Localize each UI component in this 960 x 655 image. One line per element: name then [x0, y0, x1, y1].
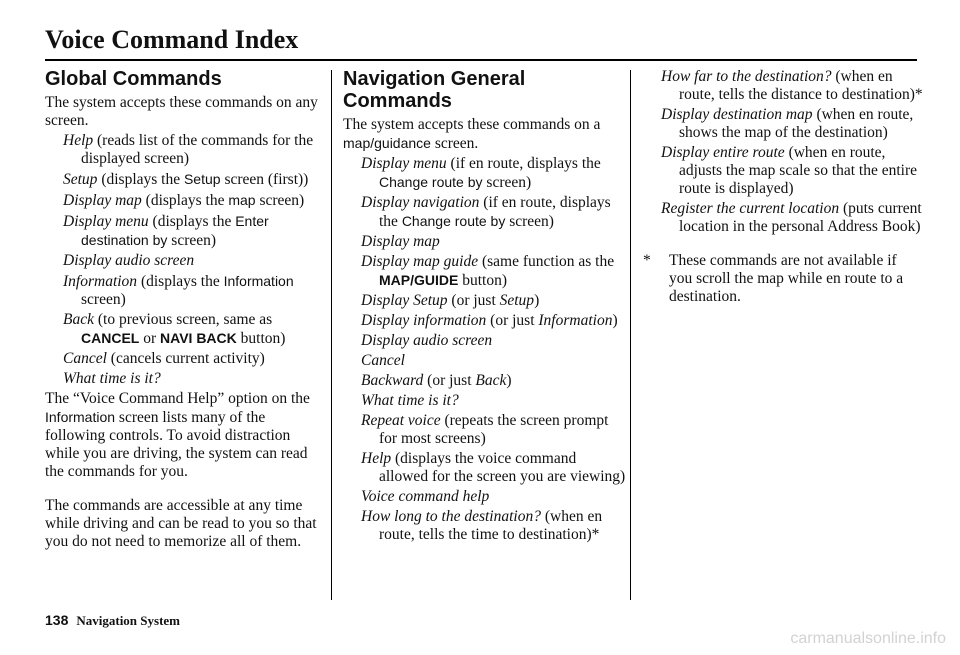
command-item: [343, 488, 627, 506]
command-name: Display audio screen: [361, 332, 493, 349]
command-name: Display audio screen: [63, 252, 195, 269]
command-alias: Back: [475, 372, 507, 389]
command-desc: (displays the: [137, 273, 224, 290]
command-name: What time is it?: [361, 392, 459, 409]
command-desc: (or just: [423, 372, 476, 389]
command-desc: (displays the: [141, 192, 229, 209]
command-item: [343, 450, 627, 486]
command-item: [45, 311, 323, 348]
command-desc: or: [139, 330, 161, 347]
ui-term: Enter destination by: [81, 213, 269, 248]
command-desc: (to previous screen, same as: [93, 311, 273, 328]
command-name: Display map guide: [361, 253, 479, 270]
command-name: Display Setup: [361, 292, 448, 309]
command-item: [643, 68, 923, 104]
footnote-mark: *: [643, 252, 651, 269]
command-name: Cancel: [361, 352, 405, 369]
command-item: [343, 332, 627, 350]
column-navigation-general-commands: [343, 68, 627, 546]
column-divider: [331, 70, 332, 600]
command-name: Display menu: [63, 213, 149, 230]
command-item: [343, 194, 627, 231]
command-name: Repeat voice: [361, 412, 441, 429]
page-number: 138: [45, 612, 69, 628]
command-item: [343, 253, 627, 290]
command-desc: button): [458, 272, 507, 289]
footnote-text: These commands are not available if you scroll the map while en route to a destination.: [669, 252, 904, 305]
section-intro: The system accepts these commands on any screen.: [45, 94, 318, 129]
ui-term: Change route by: [401, 213, 506, 229]
body-text: The “Voice Command Help” option on the: [45, 390, 310, 407]
command-item: [45, 170, 323, 189]
column-navigation-commands-continued: [643, 68, 923, 306]
command-alias: Setup: [499, 292, 535, 309]
command-item: [343, 412, 627, 448]
command-item: [343, 352, 627, 370]
command-desc: screen): [482, 174, 532, 191]
ui-term: Setup: [183, 171, 221, 187]
command-desc: (if en route, displays the: [379, 194, 611, 230]
command-name: What time is it?: [63, 370, 161, 387]
command-desc: (displays the: [97, 171, 184, 188]
command-name: Display information: [361, 312, 487, 329]
command-desc: screen): [81, 291, 126, 308]
ui-term: Information: [223, 273, 294, 289]
command-desc: screen): [255, 192, 305, 209]
command-name: Cancel: [63, 350, 107, 367]
command-name: Information: [63, 273, 138, 290]
section-intro: [343, 116, 627, 153]
command-desc: (when en route, tells the time to destination)*: [379, 508, 603, 543]
command-desc: (when en route, adjusts the map scale so that the entire route is displayed): [679, 144, 918, 197]
page-title: Voice Command Index: [45, 25, 299, 54]
command-desc: ): [506, 372, 512, 389]
body-paragraph: [45, 390, 323, 481]
button-term: NAVI BACK: [160, 330, 237, 346]
body-text: screen.: [430, 135, 479, 152]
command-desc: (repeats the screen prompt for most screens): [379, 412, 609, 447]
body-text: The system accepts these commands on a: [343, 116, 601, 133]
command-name: Help: [361, 450, 392, 467]
command-desc: (displays the: [148, 213, 236, 230]
command-item: [45, 132, 323, 168]
command-item: [45, 272, 323, 309]
command-item: [643, 144, 923, 198]
command-name: How far to the destination?: [661, 68, 832, 85]
command-desc: (puts current location in the personal Address Book): [679, 200, 922, 235]
command-name: How long to the destination?: [361, 508, 541, 525]
command-desc: (if en route, displays the: [446, 155, 601, 172]
command-item: [343, 392, 627, 410]
column-divider: [630, 70, 631, 600]
command-desc: ): [534, 292, 540, 309]
section-heading: Navigation General Commands: [343, 68, 526, 112]
command-desc: button): [236, 330, 286, 347]
command-desc: screen): [167, 232, 217, 249]
command-name: Display destination map: [661, 106, 813, 123]
command-name: Display map: [63, 192, 142, 209]
command-name: Back: [63, 311, 94, 328]
command-name: Voice command help: [361, 488, 490, 505]
command-item: [343, 372, 627, 390]
command-name: Display navigation: [361, 194, 480, 211]
command-name: Help: [63, 132, 94, 149]
section-heading: Global Commands: [45, 68, 222, 90]
command-item: [343, 312, 627, 330]
button-term: CANCEL: [81, 330, 140, 346]
footer-system-name: Navigation System: [76, 613, 180, 628]
command-name: Display entire route: [661, 144, 785, 161]
command-item: [45, 191, 323, 210]
command-item: [45, 252, 323, 270]
command-item: [343, 292, 627, 310]
ui-term: Change route by: [379, 174, 483, 190]
watermark: carmanualsonline.info: [790, 630, 946, 647]
column-global-commands: [45, 68, 323, 551]
command-item: [643, 200, 923, 236]
command-name: Register the current location: [661, 200, 840, 217]
ui-term: map/guidance: [343, 135, 431, 151]
command-desc: (reads list of the commands for the displayed screen): [81, 132, 314, 167]
command-desc: (cancels current activity): [106, 350, 265, 367]
command-item: [343, 233, 627, 251]
command-item: [45, 212, 323, 250]
command-desc: screen (first)): [220, 171, 309, 188]
ui-term: map: [228, 192, 256, 208]
command-alias: Information: [538, 312, 613, 329]
command-desc: (displays the voice command allowed for the screen you are viewing): [379, 450, 626, 485]
command-item: [45, 350, 323, 368]
title-rule: [45, 59, 917, 61]
command-name: Display menu: [361, 155, 447, 172]
command-item: [45, 370, 323, 388]
command-name: Setup: [63, 171, 98, 188]
ui-term: Information: [45, 409, 116, 425]
command-desc: (or just: [486, 312, 539, 329]
command-desc: ): [612, 312, 618, 329]
command-desc: (same function as the: [478, 253, 615, 270]
command-desc: screen): [505, 213, 554, 230]
body-text: screen lists many of the following controls. To avoid distraction while you are driving, the system can read the commands for you.: [45, 409, 308, 480]
command-item: [343, 155, 627, 192]
command-item: [343, 508, 627, 544]
body-paragraph: The commands are accessible at any time while driving and can be read to you so that you do not need to memorize all of them.: [45, 497, 317, 550]
command-desc: (when en route, shows the map of the destination): [679, 106, 914, 141]
command-name: Backward: [361, 372, 424, 389]
footnote: [643, 252, 923, 306]
button-term: MAP/GUIDE: [379, 272, 459, 288]
command-item: [643, 106, 923, 142]
command-desc: (or just: [447, 292, 500, 309]
command-desc: (when en route, tells the distance to destination)*: [679, 68, 923, 103]
page-footer: [45, 612, 180, 629]
command-name: Display map: [361, 233, 440, 250]
